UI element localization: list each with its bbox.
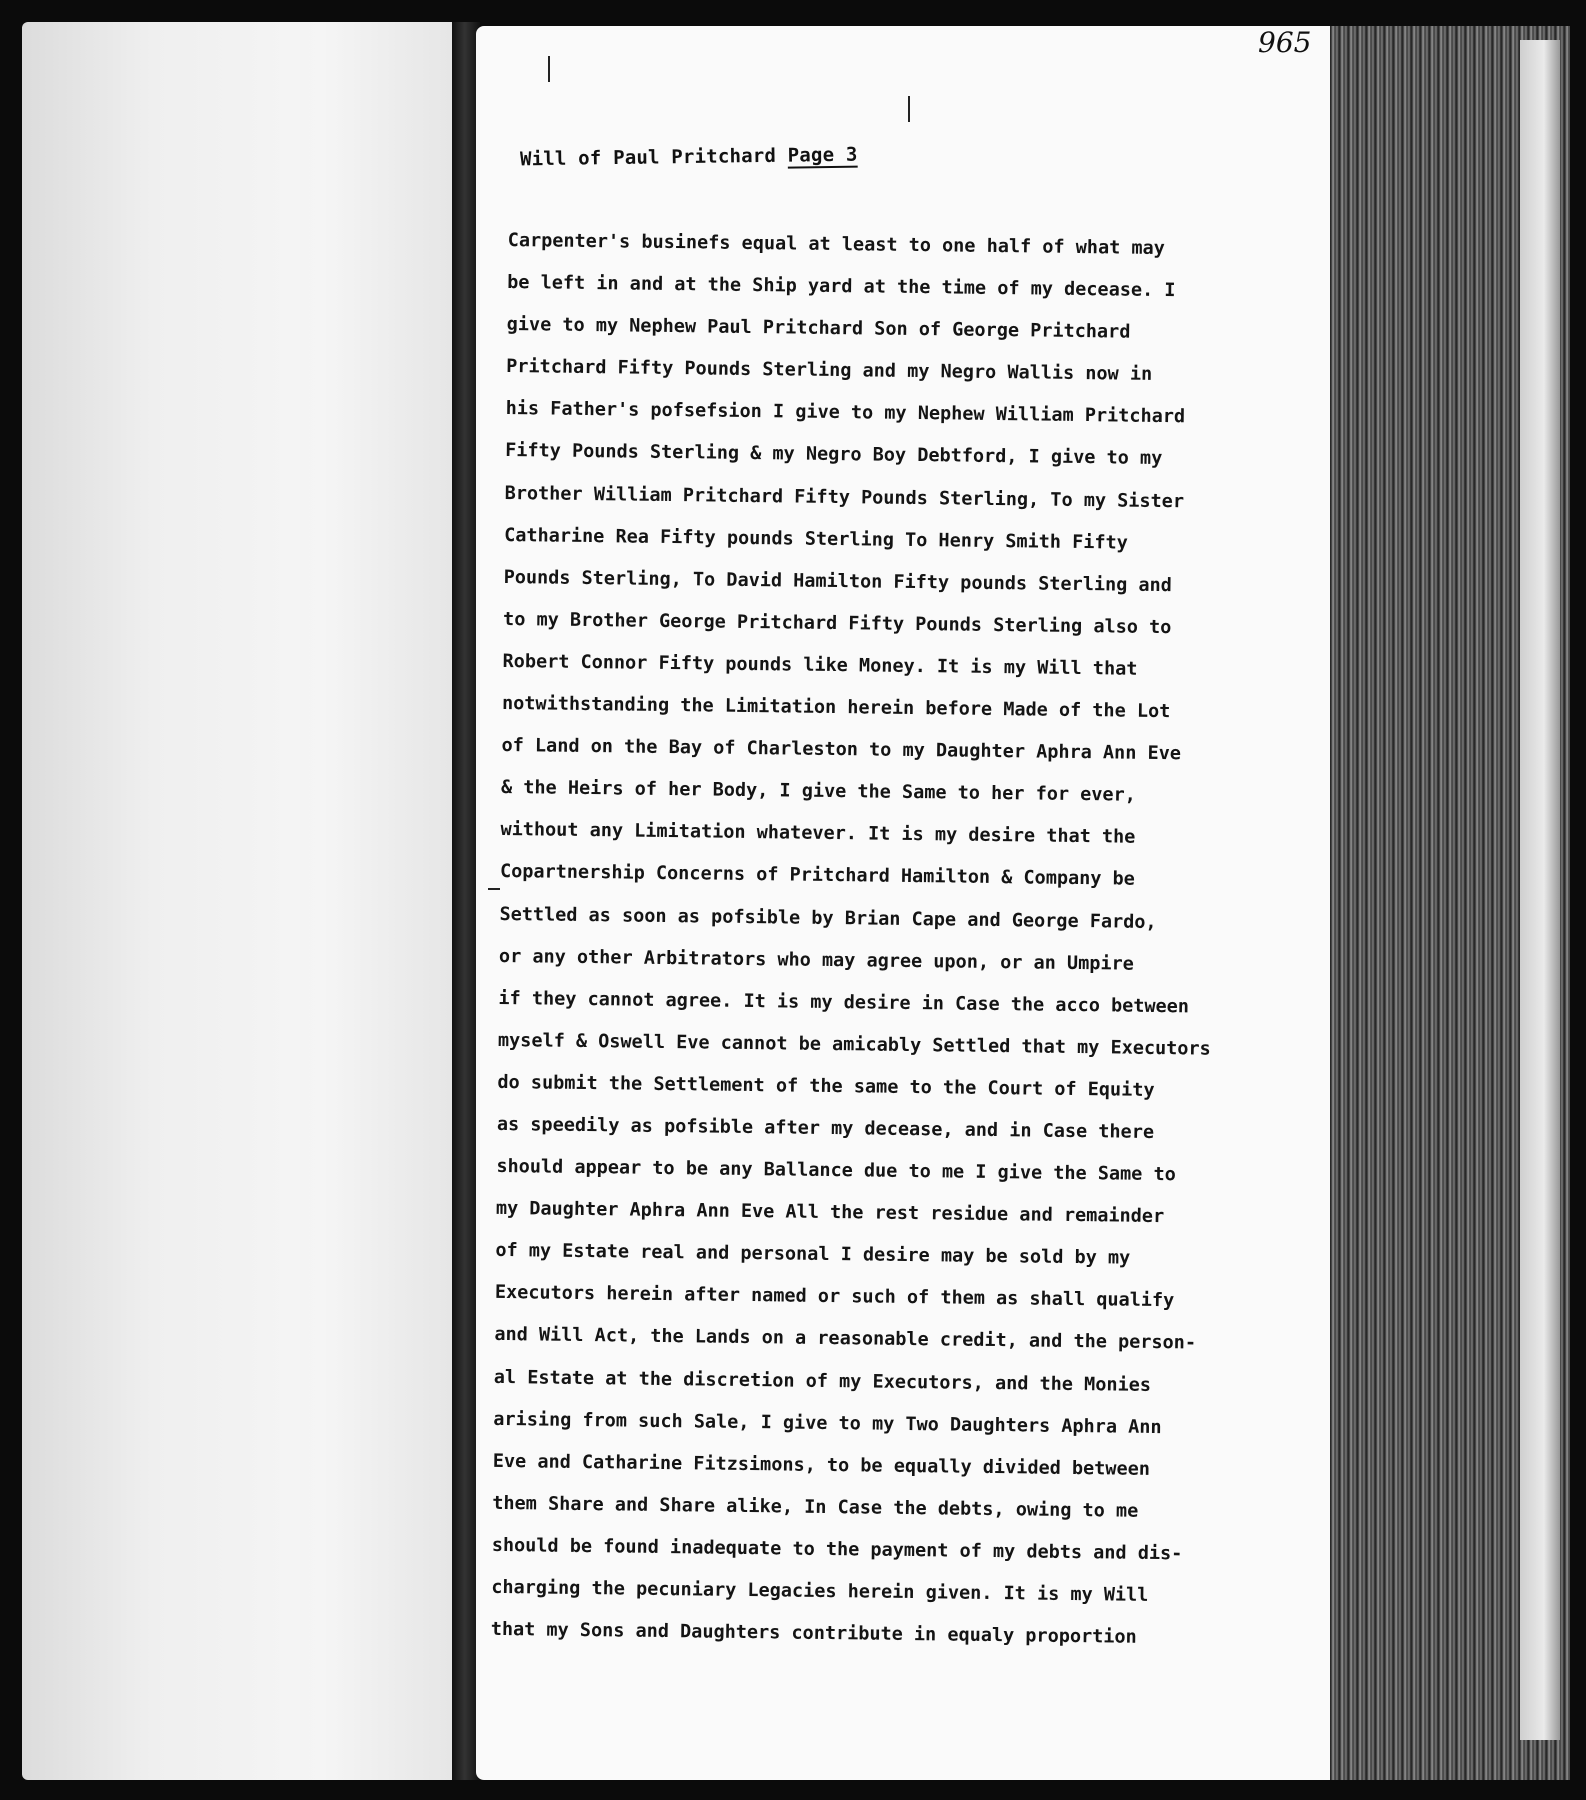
document-title: Will of Paul Pritchard bbox=[519, 144, 777, 171]
margin-mark bbox=[908, 96, 910, 122]
text-line: & the Heirs of her Body, I give the Same to her for ever, bbox=[500, 777, 1137, 806]
page-label: Page 3 bbox=[787, 143, 858, 167]
margin-mark bbox=[548, 56, 550, 82]
text-line: arising from such Sale, I give to my Two Daughters Aphra Ann bbox=[493, 1408, 1162, 1438]
text-line: of my Estate real and personal I desire may be sold by my bbox=[495, 1240, 1131, 1269]
text-line: Robert Connor Fifty pounds like Money. It is my Will that bbox=[502, 650, 1138, 680]
text-line: as speedily as pofsible after my decease, and in Case there bbox=[496, 1113, 1155, 1143]
text-line: Catharine Rea Fifty pounds Sterling To Henry Smith Fifty bbox=[504, 524, 1128, 554]
bleed-through-text bbox=[22, 22, 452, 1780]
text-line: al Estate at the discretion of my Executors, and the Monies bbox=[493, 1366, 1152, 1396]
text-line: of Land on the Bay of Charleston to my Daughter Aphra Ann Eve bbox=[501, 735, 1182, 765]
folio-number: 965 bbox=[1258, 26, 1312, 59]
facing-left-page bbox=[22, 22, 452, 1780]
text-line: if they cannot agree. It is my desire in Case the acco between bbox=[498, 987, 1190, 1018]
text-line: to my Brother George Pritchard Fifty Pounds Sterling also to bbox=[502, 608, 1172, 638]
text-line: Brother William Pritchard Fifty Pounds Sterling, To my Sister bbox=[504, 482, 1185, 512]
page-edges-highlight bbox=[1520, 40, 1560, 1740]
text-line: should be found inadequate to the payment of my debts and dis- bbox=[491, 1534, 1183, 1565]
text-line: without any Limitation whatever. It is my desire that the bbox=[500, 819, 1136, 849]
text-line: Eve and Catharine Fitzsimons, to be equally divided between bbox=[492, 1450, 1151, 1480]
text-line: Copartnership Concerns of Pritchard Hamilton & Company be bbox=[499, 861, 1135, 891]
text-line: myself & Oswell Eve cannot be amicably Settled that my Executors bbox=[497, 1029, 1211, 1060]
text-line: charging the pecuniary Legacies herein given. It is my Will bbox=[491, 1576, 1149, 1606]
text-line: notwithstanding the Limitation herein before Made of the Lot bbox=[501, 692, 1171, 723]
text-line: Pritchard Fifty Pounds Sterling and my Negro Wallis now in bbox=[506, 356, 1153, 386]
text-line: or any other Arbitrators who may agree upon, or an Umpire bbox=[498, 945, 1134, 975]
text-line: his Father's pofsefsion I give to my Nephew William Pritchard bbox=[505, 398, 1186, 428]
text-line: should appear to be any Ballance due to me I give the Same to bbox=[496, 1155, 1176, 1186]
text-line: them Share and Share alike, In Case the debts, owing to me bbox=[492, 1492, 1139, 1522]
text-line: give to my Nephew Paul Pritchard Son of George Pritchard bbox=[506, 314, 1131, 343]
text-line: Fifty Pounds Sterling & my Negro Boy Debtford, I give to my bbox=[505, 440, 1163, 470]
page-title bbox=[520, 144, 858, 171]
text-line: Pounds Sterling, To David Hamilton Fifty pounds Sterling and bbox=[503, 566, 1172, 596]
text-line: and Will Act, the Lands on a reasonable credit, and the person- bbox=[494, 1324, 1197, 1354]
text-line: do submit the Settlement of the same to the Court of Equity bbox=[497, 1071, 1155, 1101]
text-line: my Daughter Aphra Ann Eve All the rest residue and remainder bbox=[495, 1198, 1165, 1228]
text-line: Carpenter's businefs equal at least to one half of what may bbox=[507, 229, 1165, 260]
text-line: Settled as soon as pofsible by Brian Cape and George Fardo, bbox=[499, 903, 1157, 933]
text-line: that my Sons and Daughters contribute in equaly proportion bbox=[490, 1618, 1137, 1648]
margin-dash bbox=[488, 888, 500, 890]
document-body bbox=[491, 220, 1268, 1660]
text-line: Executors herein after named or such of them as shall qualify bbox=[494, 1282, 1175, 1312]
text-line: be left in and at the Ship yard at the time of my decease. I bbox=[507, 272, 1176, 302]
